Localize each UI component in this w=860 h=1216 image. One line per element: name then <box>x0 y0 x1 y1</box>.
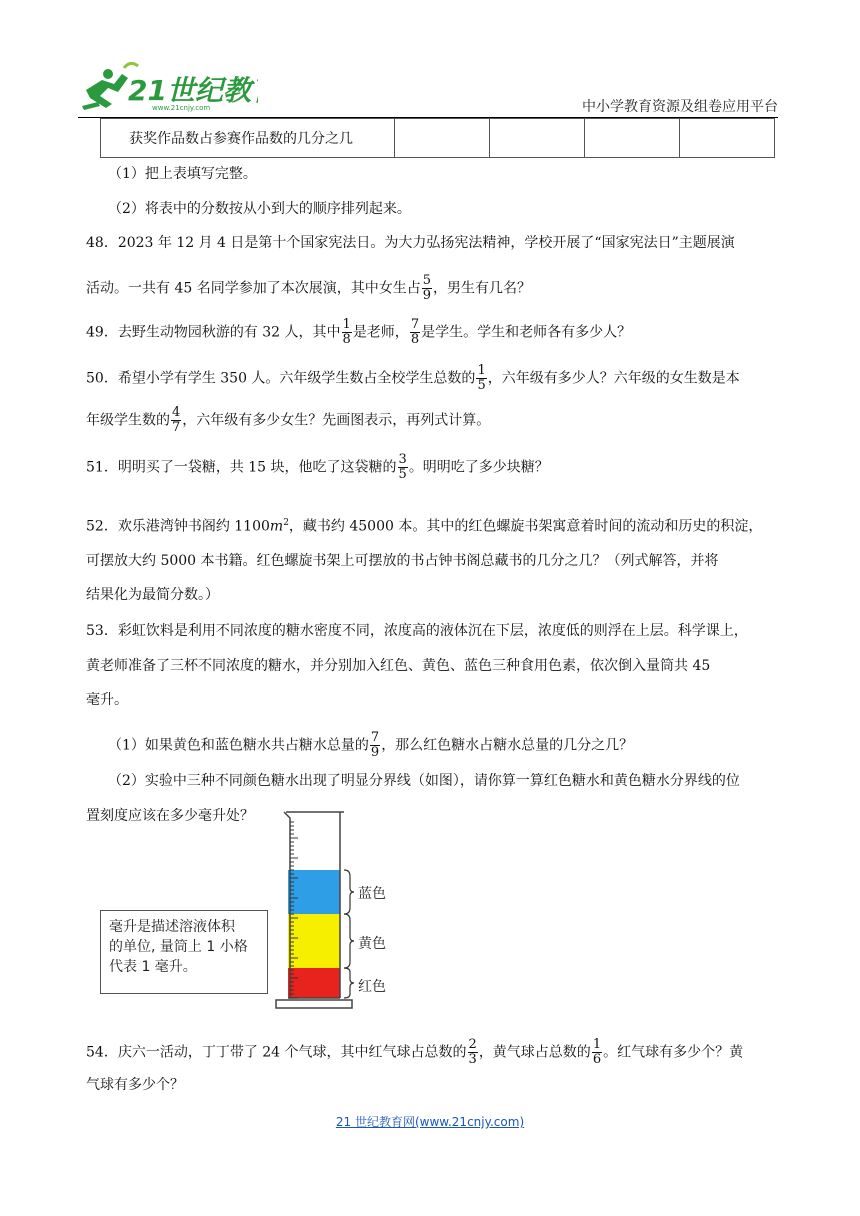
q47-part1: （1）把上表填写完整。 <box>108 166 257 182</box>
q48-line2 <box>86 274 531 303</box>
q54-line2: 气球有多少个？ <box>86 1077 184 1093</box>
q53-part1 <box>108 731 633 760</box>
q53-p1-text-b: ，那么红色糖水占糖水总量的几分之几？ <box>381 737 634 754</box>
note-line-1: 毫升是描述溶液体积 <box>109 919 235 935</box>
fraction: $\frac{5}{9}$ <box>422 273 431 303</box>
q48-text-b: ，男生有几名？ <box>433 280 531 297</box>
footer-link[interactable]: 21 世纪教育网(www.21cnjy.com) <box>335 1115 525 1129</box>
q53-line3: 毫升。 <box>86 692 128 708</box>
cylinder-figure <box>100 806 400 1018</box>
q50-line2 <box>86 406 490 435</box>
fraction: $\frac{1}{8}$ <box>342 317 351 347</box>
note-line-3: 代表 1 毫升。 <box>109 959 197 975</box>
fraction: $\frac{3}{5}$ <box>398 452 407 482</box>
q53-part2-line2: 置刻度应该在多少毫升处？ <box>86 808 254 824</box>
q53-line1: 53．彩虹饮料是利用不同浓度的糖水密度不同，浓度高的液体沉在下层，浓度低的则浮在上层。科学课上， <box>86 623 748 639</box>
q53-p1-text-a: （1）如果黄色和蓝色糖水共占糖水总量的 <box>108 737 369 754</box>
runner-logo-icon <box>78 60 258 114</box>
table-cell-3 <box>585 119 680 158</box>
label-red: 红色 <box>358 979 386 995</box>
q53-part2-line1: （2）实验中三种不同颜色糖水出现了明显分界线（如图），请你算一算红色糖水和黄色糖水分界线的位 <box>108 773 740 789</box>
fraction: $\frac{1}{6}$ <box>592 1037 602 1067</box>
q52-line2: 可摆放大约 5000 本书籍。红色螺旋书架上可摆放的书占钟书阁总藏书的几分之几？（列式解答，并将 <box>86 553 719 569</box>
table-row-label: 获奖作品数占参赛作品数的几分之几 <box>101 119 395 158</box>
table-row <box>101 119 775 158</box>
q51-line <box>86 453 549 482</box>
q50-text-d: ，六年级有多少女生？先画图表示，再列式计算。 <box>182 412 491 429</box>
fraction: $\frac{4}{7}$ <box>172 405 181 435</box>
q49-text-a: 49．去野生动物园秋游的有 32 人，其中 <box>86 324 341 341</box>
q51-text-b: 。明明吃了多少块糖？ <box>408 459 549 476</box>
q49-text-c: 是学生。学生和老师各有多少人？ <box>421 324 632 341</box>
logo-text: 21世纪教 <box>128 74 251 107</box>
q50-text-b: ，六年级有多少人？六年级的女生数是本 <box>487 370 740 387</box>
note-box <box>100 910 268 994</box>
q54-line1 <box>86 1038 743 1067</box>
table-cell-4 <box>680 119 775 158</box>
fraction: $\frac{1}{5}$ <box>477 363 486 393</box>
q47-part2: （2）将表中的分数按从小到大的顺序排列起来。 <box>108 201 411 217</box>
fraction: $\frac{7}{9}$ <box>370 730 380 760</box>
table-cell-2 <box>490 119 585 158</box>
unit-m: m <box>269 518 284 535</box>
label-blue: 蓝色 <box>358 886 386 902</box>
q49-text-b: 是老师， <box>352 324 409 341</box>
q50-text-a: 50．希望小学有学生 350 人。六年级学生数占全校学生总数的 <box>86 370 476 387</box>
logo-url: www.21cnjy.com <box>152 104 211 112</box>
q48-line1: 48．2023 年 12 月 4 日是第十个国家宪法日。为大力弘扬宪法精神，学校开展了“国家宪法日”主题展演 <box>86 235 735 251</box>
q53-line2: 黄老师准备了三杯不同浓度的糖水，并分别加入红色、黄色、蓝色三种食用色素，依次倒入量筒共 45 <box>86 658 711 674</box>
q50-text-c: 年级学生数的 <box>86 412 170 429</box>
red-layer <box>288 968 340 998</box>
award-table <box>100 118 775 158</box>
table-cell-1 <box>395 119 490 158</box>
q52-text-a: 52．欢乐港湾钟书阁约 1100 <box>86 518 270 535</box>
q54-text-c: 。红气球有多少个？黄 <box>603 1044 744 1061</box>
fraction: $\frac{7}{8}$ <box>410 317 420 347</box>
q54-text-a: 54．庆六一活动，丁丁带了 24 个气球，其中红气球占总数的 <box>86 1044 467 1061</box>
q52-line3: 结果化为最简分数。） <box>86 587 219 603</box>
q48-text-a: 活动。一共有 45 名同学参加了本次展演，其中女生占 <box>86 280 421 297</box>
platform-title: 中小学教育资源及组卷应用平台 <box>582 99 778 115</box>
unit-sup: 2 <box>283 518 289 528</box>
q52-text-b: ，藏书约 45000 本。其中的红色螺旋书架寓意着时间的流动和历史的积淀， <box>288 518 763 535</box>
fraction: $\frac{2}{3}$ <box>468 1037 477 1067</box>
page-header <box>78 60 778 116</box>
q49-line <box>86 318 631 347</box>
yellow-layer <box>288 914 340 968</box>
q50-line1 <box>86 364 740 393</box>
q54-text-b: ，黄气球占总数的 <box>478 1044 591 1061</box>
label-yellow: 黄色 <box>358 936 386 952</box>
q52-line1 <box>86 513 762 537</box>
site-logo[interactable] <box>78 60 258 114</box>
blue-layer <box>288 870 340 914</box>
q51-text-a: 51．明明买了一袋糖，共 15 块，他吃了这袋糖的 <box>86 459 397 476</box>
note-line-2: 的单位, 量筒上 1 小格 <box>109 939 248 955</box>
